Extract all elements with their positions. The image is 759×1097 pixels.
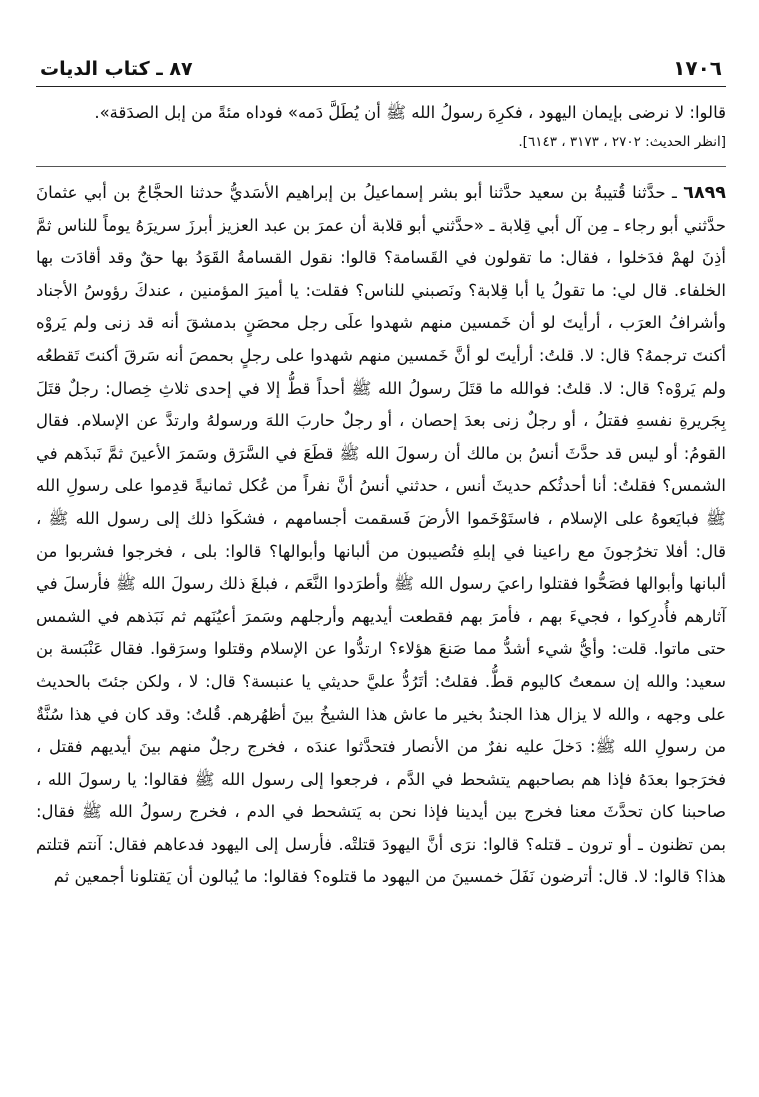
book-page [36,56,726,894]
intro-text: قالوا: لا نرضى بإيمان اليهود ، فكرِهَ رسولُ الله ﷺ أن يُطَلَّ دَمه» فوداه مئةً من إبل الصدَقة». [94,103,726,122]
hadith-reference: [انظر الحديث: ٢٧٠٢ ، ٣١٧٣ ، ٦١٤٣]. [518,134,726,150]
section-divider [36,166,726,167]
intro-paragraph [36,97,726,154]
hadith-text: ـ حدَّثنا قُتيبةُ بن سعيد حدَّثنا أبو بشر إسماعيلُ بن إبراهيم الأسَديُّ حدثنا الحجَّاجُ بن أبي عثمانَ حدَّثني أبو رجاء ـ مِن آل أبي قِلابة ـ «حدَّثني أبو قلابة أن عمرَ بن عبد العزيز أبرزَ سريرَهُ يوماً للناس ثمَّ أذِنَ لهمْ فدَخلوا ، فقال: ما تقولون في القَسامة؟ قالوا: نقول القسامةُ القَوَدُ بها حقٌ وقد أقادَت بها الخلفاء. قال لي: ما تقولُ يا أبا قِلابة؟ ونَصبني للناس؟ فقلت: يا أميرَ المؤمنين ، عندكَ رؤوسُ الأجناد وأشرافُ العرَب ، أرأيتَ لو أن خَمسين منهم شهدوا علَى رجل محصَنٍ بدمشقَ أنه قد زنى ولم يَروْه أكنتَ ترجمهُ؟ قال: لا. قلتُ: أرأيتَ لو أنَّ خَمسين منهم شهدوا على رجلٍ بحمصَ أنه سَرقَ أكنتَ تَقطعُه ولم يَروْه؟ قال: لا. قلتُ: فوالله ما قتَلَ رسولُ الله ﷺ أحداً قطُّ إلا في إحدى ثلاثِ خِصال: رجلٌ قتَلَ بِجَريرةِ نفسهِ فقتلُ ، أو رجلٌ زنى بعدَ إحصان ، أو رجلٌ حاربَ اللهَ ورسولهُ وارتدَّ عن الإسلام. فقال القومُ: أو ليس قد حدَّثَ أنسُ بن مالك أن رسولَ الله ﷺ قطَعَ في السَّرَق وسَمرَ الأعينَ ثمَّ نَبذَهم في الشمس؟ فقلتُ: أنا أحدثُكم حديثَ أنس ، حدثني أنسُ أنَّ نفراً من عُكل ثمانيةً قدِموا على رسولِ الله ﷺ فبايَعوهُ على الإسلام ، فاستَوْخَموا الأرضَ فَسقمت أجسامهم ، فشكَوا ذلك إلى رسول الله ﷺ ، قال: أفلا تخرُجونَ مع راعينا في إبلهِ فتُصيبون من ألبانها وأبوالها؟ قالوا: بلى ، فخرجوا فشربوا من ألبانها وأبوالها فصَحُّوا فقتلوا راعيَ رسول الله ﷺ وأطرَدوا النَّعَم ، فبلغَ ذلك رسولَ الله ﷺ فأرسلَ في آثارهم فأُدرِكوا ، فجيءَ بهم ، فأمرَ بهم فقطعت أيديهم وأرجلهم وسَمرَ أعيُنَهم ثم نَبَذهم في الشمس حتى ماتوا. قلت: وأيُّ شيء أشدُّ مما صَنعَ هؤلاء؟ ارتدُّوا عن الإسلام وقتلوا وسرَقوا. فقال عَنْبَسة بن سعيد: والله إن سمعتُ كاليوم قطُّ. فقلتُ: أتَرُدُّ عليَّ حديثي يا عنبسة؟ قال: لا ، ولكن جئتَ بالحديث على وجهه ، والله لا يزال هذا الجندُ بخير ما عاش هذا الشيخُ بينَ أظهُرهم. قُلتُ: وقد كان في هذا سُنَّةٌ من رسولِ الله ﷺ: دَخلَ عليه نفرٌ من الأنصار فتحدَّثوا عندَه ، فخرج رجلٌ منهم بينَ أيديهم فقتل ، فخرَجوا بعدَهُ فإذا هم بصاحبهم يتشحط في الدَّم ، فرجعوا إلى رسول الله ﷺ فقالوا: يا رسولَ الله ، صاحبنا كان تحدَّثَ معنا فخرج بين أيدينا فإذا نحن به يَتشحط في الدم ، فخرج رسولُ الله ﷺ فقال: بمن تظنون ـ أو ترون ـ قتله؟ قالوا: نرَى أنَّ اليهودَ قتلتْه. فأرسل إلى اليهود فدعاهم فقال: آنتم قتلتم هذا؟ قالوا: لا. قال: أترضون نَفَلَ خمسينَ من اليهود ما قتلوه؟ فقالوا: ما يُبالون أن يَقتلونا أجمعين ثم [36,183,726,887]
chapter-title: ٨٧ ـ كتاب الديات [40,58,193,80]
page-number: ١٧٠٦ [673,56,722,80]
page-header [36,56,726,87]
hadith-block [36,177,726,894]
hadith-number: ٦٨٩٩ [683,183,726,203]
